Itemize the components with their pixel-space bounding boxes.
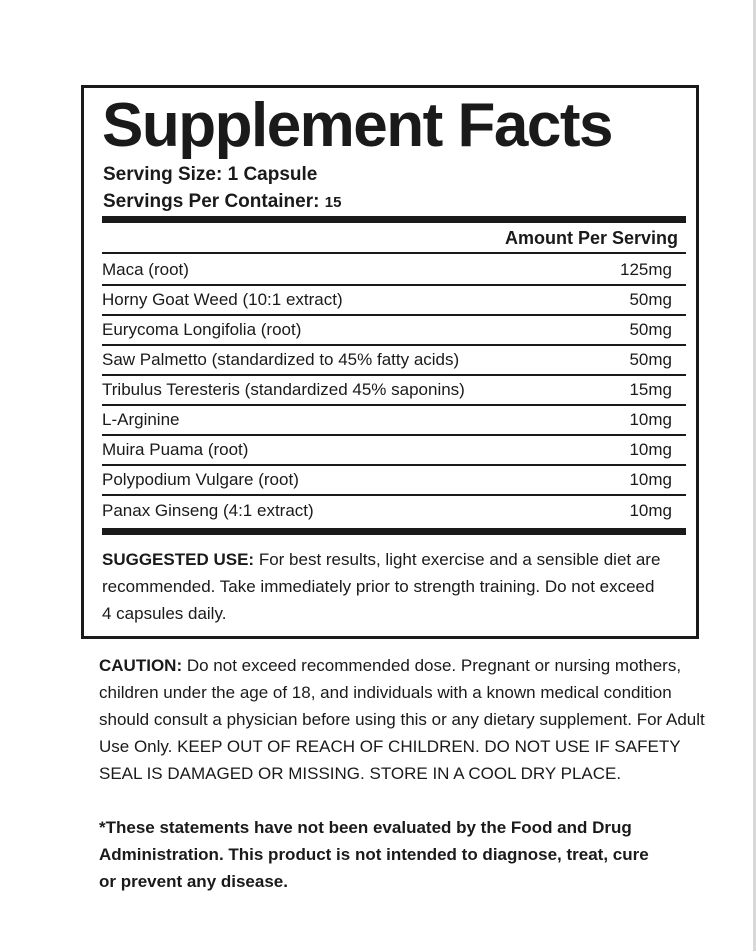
ingredient-row <box>102 496 686 526</box>
ingredient-table <box>102 256 686 526</box>
ingredient-name: Eurycoma Longifolia (root) <box>102 320 302 339</box>
ingredient-name: Muira Puama (root) <box>102 440 249 459</box>
ingredient-name: Polypodium Vulgare (root) <box>102 470 299 489</box>
servings-per-container <box>103 190 341 215</box>
ingredient-row <box>102 256 686 286</box>
ingredient-amount: 10mg <box>629 410 672 429</box>
ingredient-row <box>102 466 686 496</box>
ingredient-amount: 10mg <box>629 470 672 489</box>
ingredient-name: Tribulus Teresteris (standardized 45% saponins) <box>102 380 465 399</box>
ingredient-row <box>102 286 686 316</box>
ingredient-row <box>102 376 686 406</box>
suggested-use-label: SUGGESTED USE: <box>102 550 255 569</box>
caution-label: CAUTION: <box>99 656 183 675</box>
ingredient-row <box>102 316 686 346</box>
caution-text: Do not exceed recommended dose. Pregnant or nursing mothers, children under the age of 18, and individuals with a known medical condition should consult a physician before using this or any dietary supplement. For Adult Use Only. KEEP OUT OF REACH OF CHILDREN. DO NOT USE IF SAFETY SEAL IS DAMAGED OR MISSING. STORE IN A COOL DRY PLACE. <box>99 656 705 783</box>
ingredient-name: Panax Ginseng (4:1 extract) <box>102 501 314 520</box>
thick-divider-bottom <box>102 528 686 535</box>
ingredient-row <box>102 436 686 466</box>
ingredient-amount: 50mg <box>629 290 672 309</box>
caution-section <box>99 652 709 787</box>
serving-size: Serving Size: 1 Capsule <box>103 164 318 185</box>
ingredient-name: Saw Palmetto (standardized to 45% fatty acids) <box>102 350 460 369</box>
ingredient-amount: 50mg <box>629 350 672 369</box>
ingredient-row <box>102 406 686 436</box>
header-divider <box>102 252 686 254</box>
ingredient-name: Horny Goat Weed (10:1 extract) <box>102 290 343 309</box>
panel-title: Supplement Facts <box>102 91 612 160</box>
ingredient-amount: 125mg <box>620 260 672 279</box>
amount-per-serving-header: Amount Per Serving <box>504 228 678 248</box>
ingredient-amount: 50mg <box>629 320 672 339</box>
ingredient-amount: 10mg <box>629 501 672 520</box>
ingredient-amount: 15mg <box>629 380 672 399</box>
ingredient-amount: 10mg <box>629 440 672 459</box>
servings-per-container-value: 15 <box>324 194 342 211</box>
ingredient-name: Maca (root) <box>102 260 189 279</box>
ingredient-name: L-Arginine <box>102 410 180 429</box>
suggested-use <box>102 546 662 627</box>
servings-per-container-label: Servings Per Container: <box>103 191 320 212</box>
thick-divider-top <box>102 216 686 223</box>
supplement-facts-panel <box>81 85 699 639</box>
fda-disclaimer: *These statements have not been evaluated by the Food and Drug Administration. This product is not intended to diagnose, treat, cure or prevent any disease. <box>99 818 649 891</box>
ingredient-row <box>102 346 686 376</box>
suggested-use-text: For best results, light exercise and a sensible diet are recommended. Take immediately prior to strength training. Do not exceed 4 capsules daily. <box>102 550 661 623</box>
